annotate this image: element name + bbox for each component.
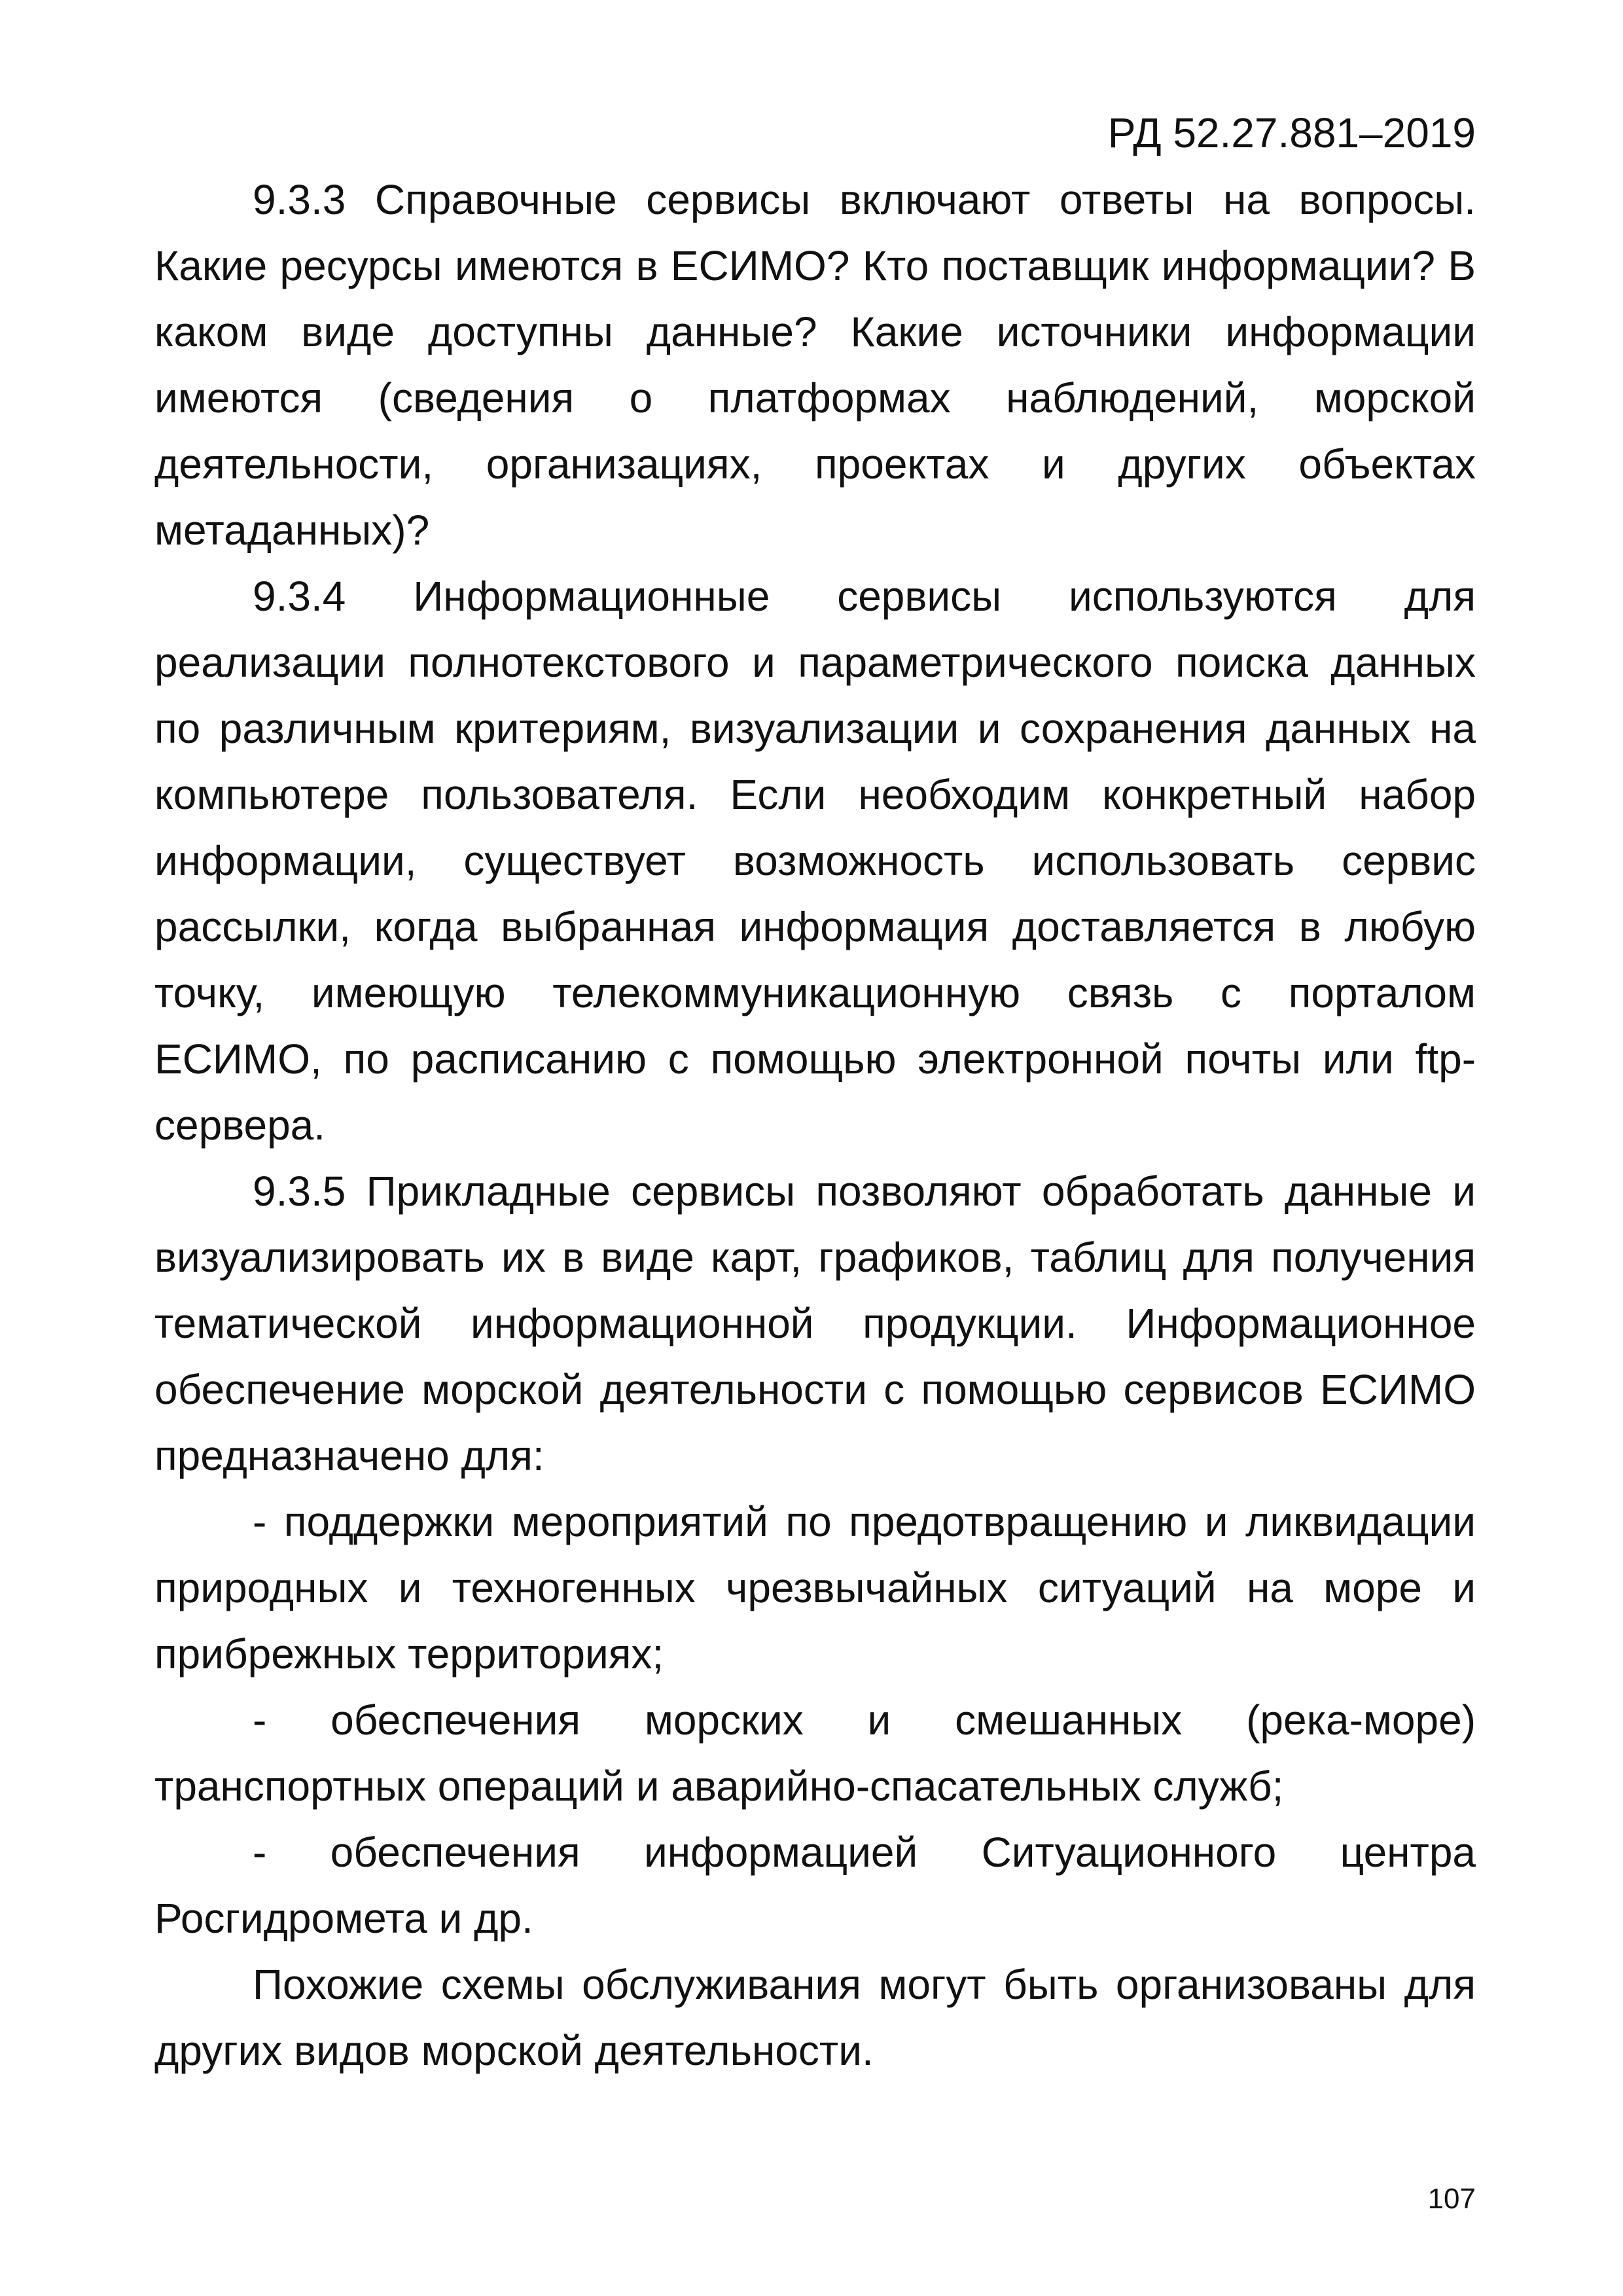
paragraph-closing: Похожие схемы обслуживания могут быть организованы для других видов морской деятельности. — [154, 1961, 1476, 2074]
document-body — [154, 167, 1476, 2084]
document-code: РД 52.27.881–2019 — [1107, 109, 1476, 156]
list-item-situation-center: - обеспечения информацией Ситуационного центра Росгидромета и др. — [154, 1829, 1476, 1942]
paragraph-9-3-4: 9.3.4 Информационные сервисы используются для реализации полнотекстового и параметрического поиска данных по различным критериям, визуализации и сохранения данных на компьютере пользователя. Если необходим конкретный набор информации, существует возможность использовать сервис рассылки, когда выбранная информация доставляется в любую точку, имеющую телекоммуникационную связь с порталом ЕСИМО, по расписанию с помощью электронной почты или ftp-сервера. — [154, 573, 1476, 1149]
list-item-emergency: - поддержки мероприятий по предотвращению и ликвидации природных и техногенных чрезвычайных ситуаций на море и прибрежных территориях; — [154, 1498, 1476, 1677]
paragraph-9-3-5: 9.3.5 Прикладные сервисы позволяют обработать данные и визуализировать их в виде карт, графиков, таблиц для получения тематической информационной продукции. Информационное обеспечение морской деятельности с помощью сервисов ЕСИМО предназначено для: — [154, 1168, 1476, 1479]
paragraph-9-3-3: 9.3.3 Справочные сервисы включают ответы на вопросы. Какие ресурсы имеются в ЕСИМО? Кто поставщик информации? В каком виде доступны данные? Какие источники информации имеются (сведения о платформах наблюдений, морской деятельности, организациях, проектах и других объектах метаданных)? — [154, 176, 1476, 554]
list-item-transport: - обеспечения морских и смешанных (река-море) транспортных операций и аварийно-спасательных служб; — [154, 1696, 1476, 1810]
page-number: 107 — [1427, 2183, 1476, 2215]
